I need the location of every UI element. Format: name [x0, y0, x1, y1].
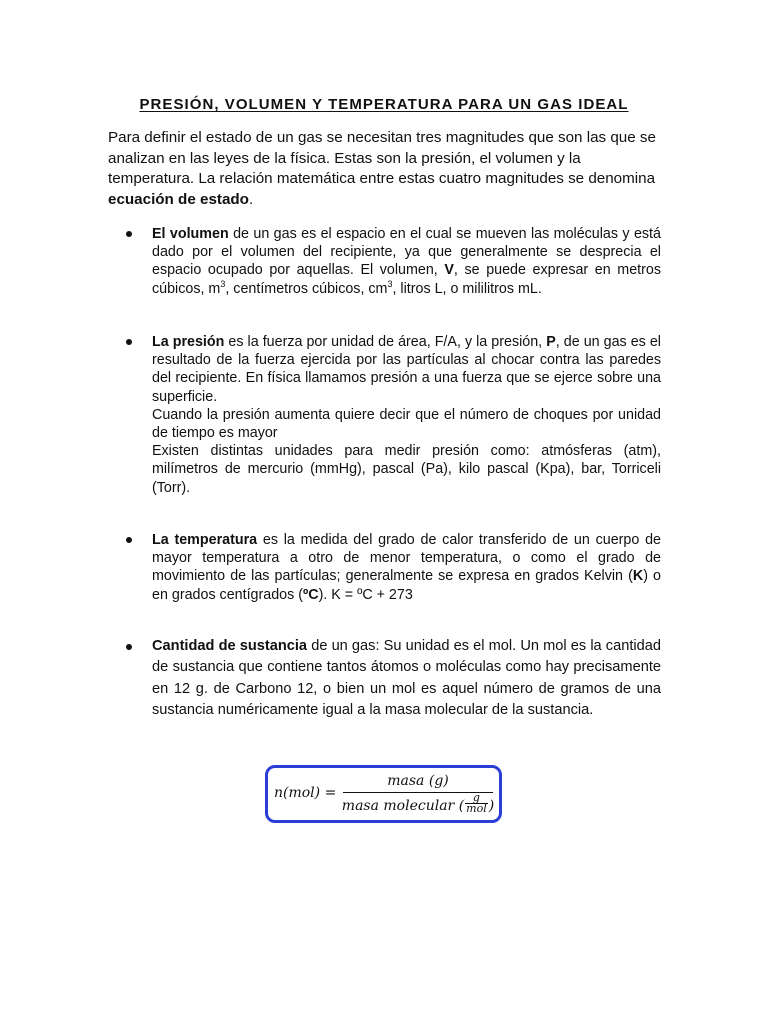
unit-fraction: [465, 790, 488, 815]
cantidad-text-1: de un gas: Su unidad es el mol. Un mol es la cantidad de sustancia que contiene tantos átomos o moléculas como hay precisamente en 12 g. de Carbono 12, o bien un mol es aquel número de gramos de una sustancia numéricamente igual a la masa molecular de la sustancia.: [152, 638, 661, 718]
volumen-text-4: , litros L, o mililitros mL.: [392, 280, 542, 297]
unit-numerator: g: [465, 793, 488, 804]
bullet-dot: [126, 231, 132, 237]
formula-numerator: masa (g): [387, 773, 449, 789]
presion-paragraph-2: Cuando la presión aumenta quiere decir que el número de choques por unidad de tiempo es mayor: [152, 406, 661, 442]
presion-symbol: P: [546, 334, 556, 350]
presion-text-2: , de un gas es el resultado de la fuerza ejercida por las partículas al chocar contra las paredes del recipiente. En física llamamos presión a una fuerza que se ejerce sobre una superficie.: [152, 334, 661, 405]
formula-denominator-text: masa molecular (: [341, 798, 465, 814]
intro-end: .: [248, 190, 254, 208]
formula-denominator: [341, 790, 495, 817]
volumen-sup-1: 3: [220, 278, 226, 289]
volumen-text-3: , centímetros cúbicos, cm: [225, 280, 388, 297]
volumen-sup-2: 3: [387, 278, 393, 289]
presion-paragraph-3: Existen distintas unidades para medir presión como: atmósferas (atm), milímetros de mercurio (mmHg), pascal (Pa), kilo pascal (Kpa), bar, Torriceli (Torr).: [152, 443, 661, 496]
temperatura-text-2: ) o en grados centígrados (: [152, 568, 661, 603]
volumen-symbol: V: [444, 262, 454, 279]
formula-fraction: [341, 772, 495, 817]
temperatura-text-3: ). K = ºC + 273: [318, 586, 413, 603]
bullet-presion: [152, 333, 661, 497]
formula-close-paren: ): [488, 798, 495, 814]
temperatura-symbol-c: ºC: [303, 586, 319, 603]
page-title-text: PRESIÓN, VOLUMEN Y TEMPERATURA PARA UN GAS IDEAL: [139, 96, 629, 113]
presion-term: La presión: [152, 334, 225, 350]
volumen-term: El volumen: [152, 226, 229, 242]
temperatura-symbol-k: K: [632, 568, 644, 585]
page-title: [0, 96, 768, 114]
intro-paragraph: [108, 128, 668, 210]
bullet-dot: [126, 644, 132, 650]
intro-text: Para definir el estado de un gas se necesitan tres magnitudes que son las que se analizan en las leyes de la física. Estas son la presión, el volumen y la temperatura. La relación matemática entre estas cuatro magnitudes se denomina: [108, 129, 656, 187]
bullet-volumen: [152, 225, 661, 298]
temperatura-text-1: es la medida del grado de calor transferido de un cuerpo de mayor temperatura a otro de menor temperatura, o como el grado de movimiento de las partículas; generalmente se expresa en grados Kelvin (: [152, 532, 661, 585]
volumen-text-1: de un gas es el espacio en el cual se mueven las moléculas y está dado por el volumen del recipiente, ya que generalmente se desprecia el espacio ocupado por aquellas. El volumen,: [152, 226, 661, 279]
bullet-dot: [126, 537, 132, 543]
bullet-cantidad: [152, 636, 661, 721]
volumen-text-2: , se puede expresar en metros cúbicos, m: [152, 262, 661, 297]
bullet-temperatura: [152, 531, 661, 604]
unit-denominator: mol: [466, 801, 487, 815]
formula-lhs: n(mol) =: [274, 785, 337, 801]
temperatura-term: La temperatura: [152, 532, 258, 548]
bullet-dot: [126, 339, 132, 345]
presion-text-1: es la fuerza por unidad de área, F/A, y la presión,: [224, 334, 547, 350]
cantidad-term: Cantidad de sustancia: [152, 638, 308, 654]
intro-bold-term: ecuación de estado: [108, 190, 249, 208]
mol-formula: [268, 768, 499, 820]
formula-box: [265, 765, 502, 823]
